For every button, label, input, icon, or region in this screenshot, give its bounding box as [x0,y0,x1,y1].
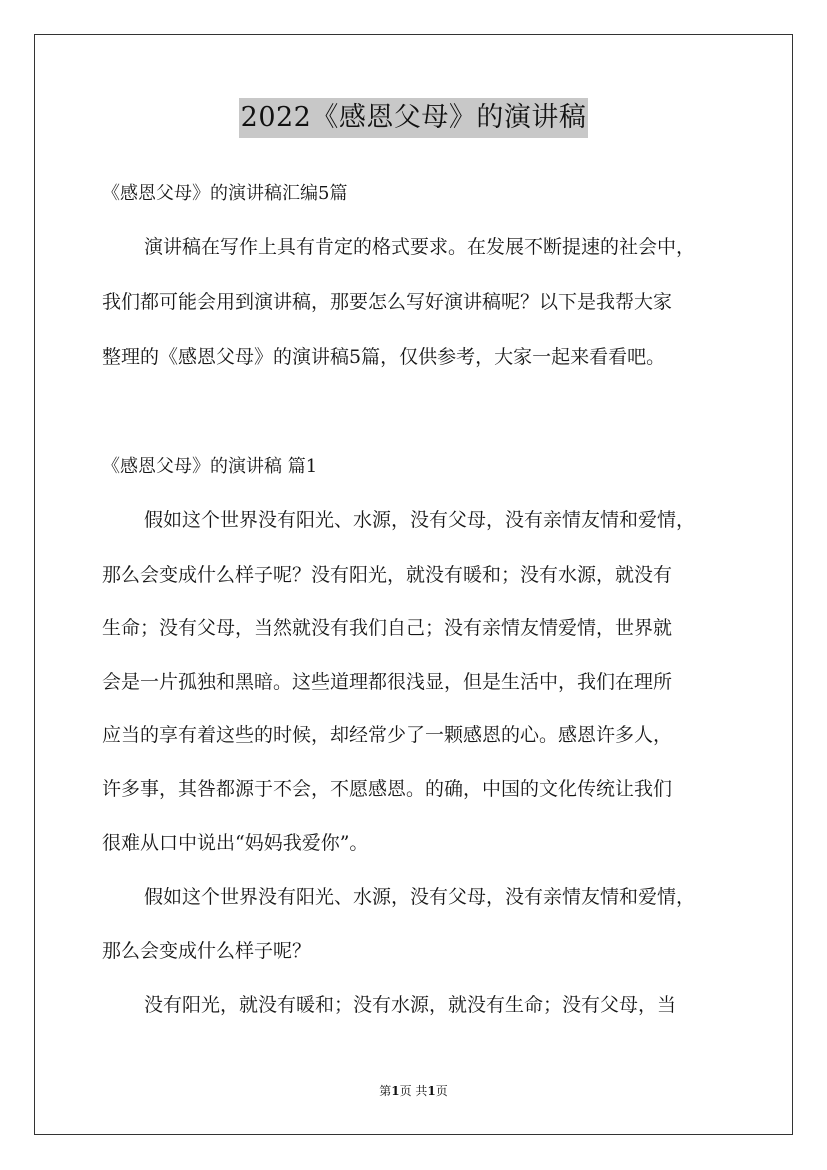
page-total: 1 [427,1084,436,1098]
paragraph-line: 许多事，其咎都源于不会，不愿感恩。的确，中国的文化传统让我们 [102,778,673,800]
paragraph-line: 生命；没有父母，当然就没有我们自己；没有亲情友情爱情，世界就 [102,617,673,639]
page-suffix: 页 [435,1084,448,1098]
page-current: 1 [391,1084,400,1098]
paragraph-line: 没有阳光，就没有暖和；没有水源，就没有生命；没有父母，当 [144,994,677,1016]
intro-line: 演讲稿在写作上具有肯定的格式要求。在发展不断提速的社会中， [144,236,696,258]
page-footer [0,1083,827,1099]
paragraph-line: 假如这个世界没有阳光、水源，没有父母，没有亲情友情和爱情， [144,886,696,908]
page-prefix: 第 [379,1084,392,1098]
paragraph-line: 那么会变成什么样子呢？没有阳光，就没有暖和；没有水源，就没有 [102,564,673,586]
paragraph-line: 应当的享有着这些的时候，却经常少了一颗感恩的心。感恩许多人， [102,724,673,746]
document-title: 2022《感恩父母》的演讲稿 [239,98,589,138]
intro-line: 整理的《感恩父母》的演讲稿5篇，仅供参考，大家一起来看看吧。 [102,346,666,368]
paragraph-line: 会是一片孤独和黑暗。这些道理都很浅显，但是生活中，我们在理所 [102,671,673,693]
title-wrap [0,98,827,138]
paragraph-line: 假如这个世界没有阳光、水源，没有父母，没有亲情友情和爱情， [144,509,696,531]
section-heading: 《感恩父母》的演讲稿 篇1 [102,456,318,477]
document-subtitle: 《感恩父母》的演讲稿汇编5篇 [102,183,348,204]
page-mid: 页 共 [399,1084,428,1098]
paragraph-line: 那么会变成什么样子呢？ [102,940,312,962]
intro-line: 我们都可能会用到演讲稿，那要怎么写好演讲稿呢？以下是我帮大家 [102,291,673,313]
paragraph-line: 很难从口中说出“妈妈我爱你”。 [102,832,369,854]
